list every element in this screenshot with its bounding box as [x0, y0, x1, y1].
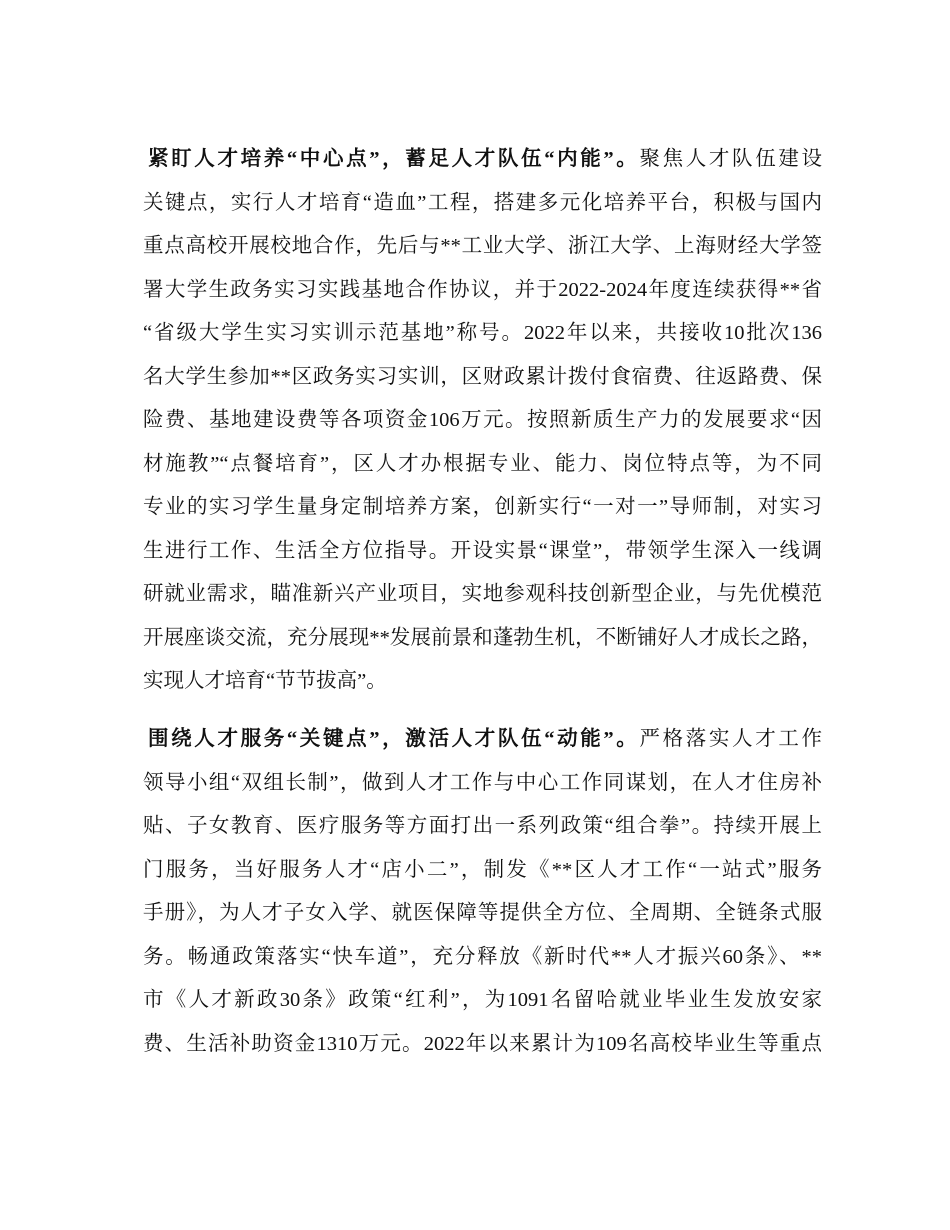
paragraph-line: “省级大学生实习实训示范基地”称号。2022年以来，共接收10批次136 [143, 322, 822, 344]
paragraph-line: 署大学生政务实习实践基地合作协议，并于2022-2024年度连续获得**省 [143, 278, 822, 301]
paragraph-line: 市《人才新政30条》政策“红利”，为1091名留哈就业毕业生发放安家 [143, 989, 822, 1011]
paragraph-talent-training [143, 138, 822, 704]
paragraph-line: 费、生活补助资金1310万元。2022年以来累计为109名高校毕业生等重点 [143, 1032, 822, 1055]
paragraph-line: 专业的实习学生量身定制培养方案，创新实行“一对一”导师制，对实习 [143, 496, 822, 518]
paragraph-line: 领导小组“双组长制”，做到人才工作与中心工作同谋划，在人才住房补 [143, 771, 822, 794]
paragraph-line: 材施教”“点餐培育”，区人才办根据专业、能力、岗位特点等，为不同 [143, 452, 822, 475]
paragraph-line: 生进行工作、生活全方位指导。开设实景“课堂”，带领学生深入一线调 [143, 539, 822, 562]
paragraph-lead-heading: 围绕人才服务“关键点”，激活人才队伍“动能”。 [148, 728, 640, 750]
paragraph-line: 重点高校开展校地合作，先后与**工业大学、浙江大学、上海财经大学签 [143, 235, 822, 257]
paragraph-line: 务。畅通政策落实“快车道”，充分释放《新时代**人才振兴60条》、** [143, 945, 822, 968]
paragraph-line: 开展座谈交流，充分展现**发展前景和蓬勃生机，不断铺好人才成长之路， [143, 626, 822, 649]
paragraph-first-line [143, 718, 822, 762]
paragraph-line: 名大学生参加**区政务实习实训，区财政累计拨付食宿费、往返路费、保 [143, 365, 822, 388]
paragraph-line: 手册》，为人才子女入学、就医保障等提供全方位、全周期、全链条式服 [143, 902, 822, 924]
paragraph-text: 聚焦人才队伍建设 [639, 148, 822, 170]
paragraph-talent-service [143, 718, 822, 1066]
paragraph-line: 门服务，当好服务人才“店小二”，制发《**区人才工作“一站式”服务 [143, 858, 822, 881]
paragraph-line: 贴、子女教育、医疗服务等方面打出一系列政策“组合拳”。持续开展上 [143, 815, 822, 837]
paragraph-lead-heading: 紧盯人才培养“中心点”，蓄足人才队伍“内能”。 [148, 148, 640, 170]
paragraph-first-line [143, 138, 822, 182]
paragraph-text: 严格落实人才工作 [639, 728, 822, 750]
paragraph-line: 险费、基地建设费等各项资金106万元。按照新质生产力的发展要求“因 [143, 409, 822, 431]
paragraph-line: 关键点，实行人才培育“造血”工程，搭建多元化培养平台，积极与国内 [143, 191, 822, 214]
paragraph-line: 实现人才培育“节节拔高”。 [143, 670, 387, 692]
paragraph-line: 研就业需求，瞄准新兴产业项目，实地参观科技创新型企业，与先优模范 [143, 583, 822, 605]
